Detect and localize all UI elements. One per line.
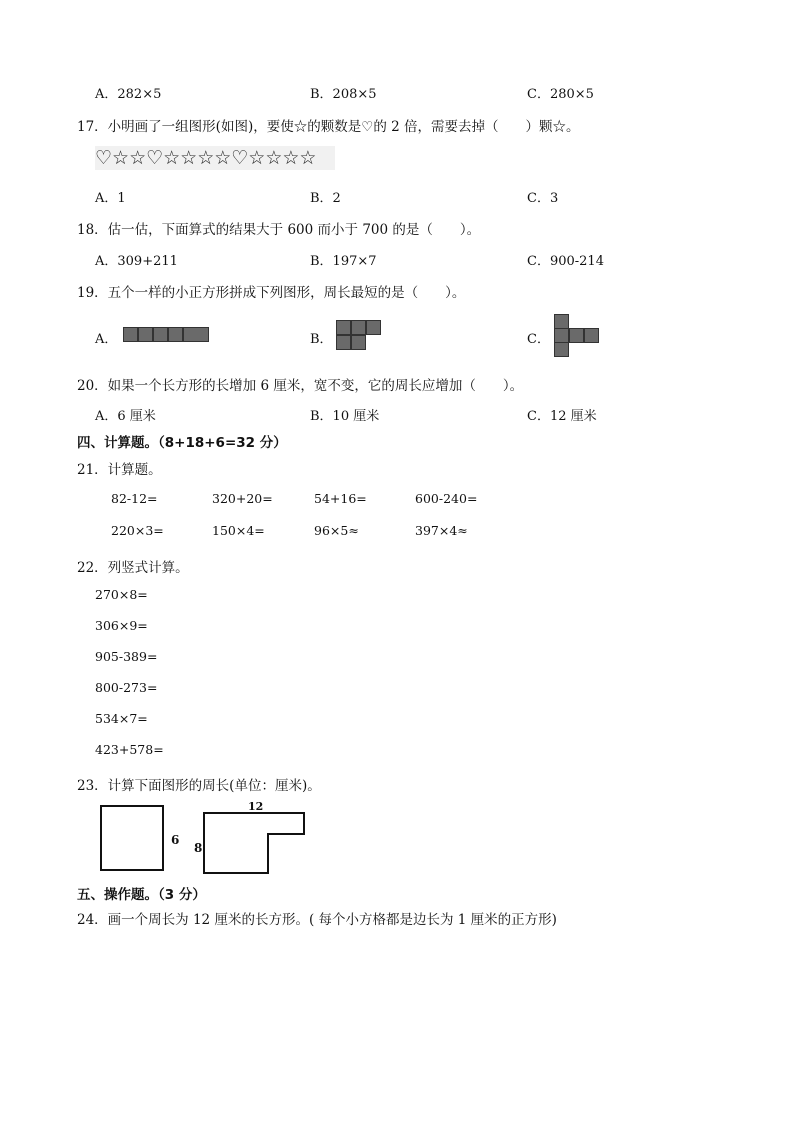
q20-option-a[interactable]: A．6 厘米 <box>95 409 156 424</box>
section-4-title: 四、计算题。（8+18+6=32 分） <box>77 435 287 451</box>
q17-shapes-strip <box>95 146 335 170</box>
q18-option-a[interactable]: A．309+211 <box>95 254 178 269</box>
q21-item: 600-240= <box>415 491 478 506</box>
q20-option-c[interactable]: C．12 厘米 <box>527 409 597 424</box>
q16-option-b[interactable]: B．208×5 <box>310 87 377 102</box>
q22-item: 270×8= <box>95 587 148 602</box>
q20-text: 20．如果一个长方形的长增加 6 厘米，宽不变，它的周长应增加（ ）。 <box>77 378 524 394</box>
q17-shapes: ♡☆☆♡☆☆☆☆♡☆☆☆☆ <box>95 147 317 169</box>
q21-text: 21．计算题。 <box>77 462 162 478</box>
q18-option-c[interactable]: C．900-214 <box>527 254 604 269</box>
q16-option-c[interactable]: C．280×5 <box>527 87 594 102</box>
q23-figures <box>95 800 315 878</box>
q18-text: 18．估一估，下面算式的结果大于 600 而小于 700 的是（ ）。 <box>77 222 481 238</box>
q21-item: 220×3= <box>111 523 164 538</box>
q21-item: 397×4≈ <box>415 523 468 538</box>
q23-square <box>101 806 163 870</box>
q22-item: 306×9= <box>95 618 148 633</box>
q21-item: 320+20= <box>212 491 273 506</box>
section-5-title: 五、操作题。（3 分） <box>77 887 206 903</box>
q17-option-c[interactable]: C．3 <box>527 191 559 206</box>
q19-option-a[interactable]: A． <box>95 332 118 347</box>
q17-option-b[interactable]: B．2 <box>310 191 341 206</box>
q19-option-b[interactable]: B． <box>310 332 333 347</box>
q22-item: 534×7= <box>95 711 148 726</box>
q23-text: 23．计算下面图形的周长(单位：厘米)。 <box>77 778 321 794</box>
q23-label-top: 12 <box>248 800 264 813</box>
q22-text: 22．列竖式计算。 <box>77 560 189 576</box>
q19-option-c[interactable]: C． <box>527 332 550 347</box>
q16-option-a[interactable]: A．282×5 <box>95 87 162 102</box>
q20-option-b[interactable]: B．10 厘米 <box>310 409 380 424</box>
q21-item: 54+16= <box>314 491 367 506</box>
q21-item: 82-12= <box>111 491 158 506</box>
q19-text: 19．五个一样的小正方形拼成下列图形，周长最短的是（ ）。 <box>77 285 466 301</box>
q23-label-side: 8 <box>194 841 203 855</box>
q21-item: 150×4= <box>212 523 265 538</box>
q18-option-b[interactable]: B．197×7 <box>310 254 377 269</box>
q22-item: 800-273= <box>95 680 158 695</box>
q17-text: 17．小明画了一组图形(如图)，要使☆的颗数是♡的 2 倍，需要去掉（ ）颗☆。 <box>77 119 580 135</box>
q22-item: 905-389= <box>95 649 158 664</box>
q17-option-a[interactable]: A．1 <box>95 191 126 206</box>
q24-text: 24．画一个周长为 12 厘米的长方形。( 每个小方格都是边长为 1 厘米的正方形) <box>77 912 557 928</box>
q22-item: 423+578= <box>95 742 164 757</box>
q23-label-square: 6 <box>171 833 180 847</box>
q21-item: 96×5≈ <box>314 523 359 538</box>
q23-l-shape <box>204 813 304 873</box>
